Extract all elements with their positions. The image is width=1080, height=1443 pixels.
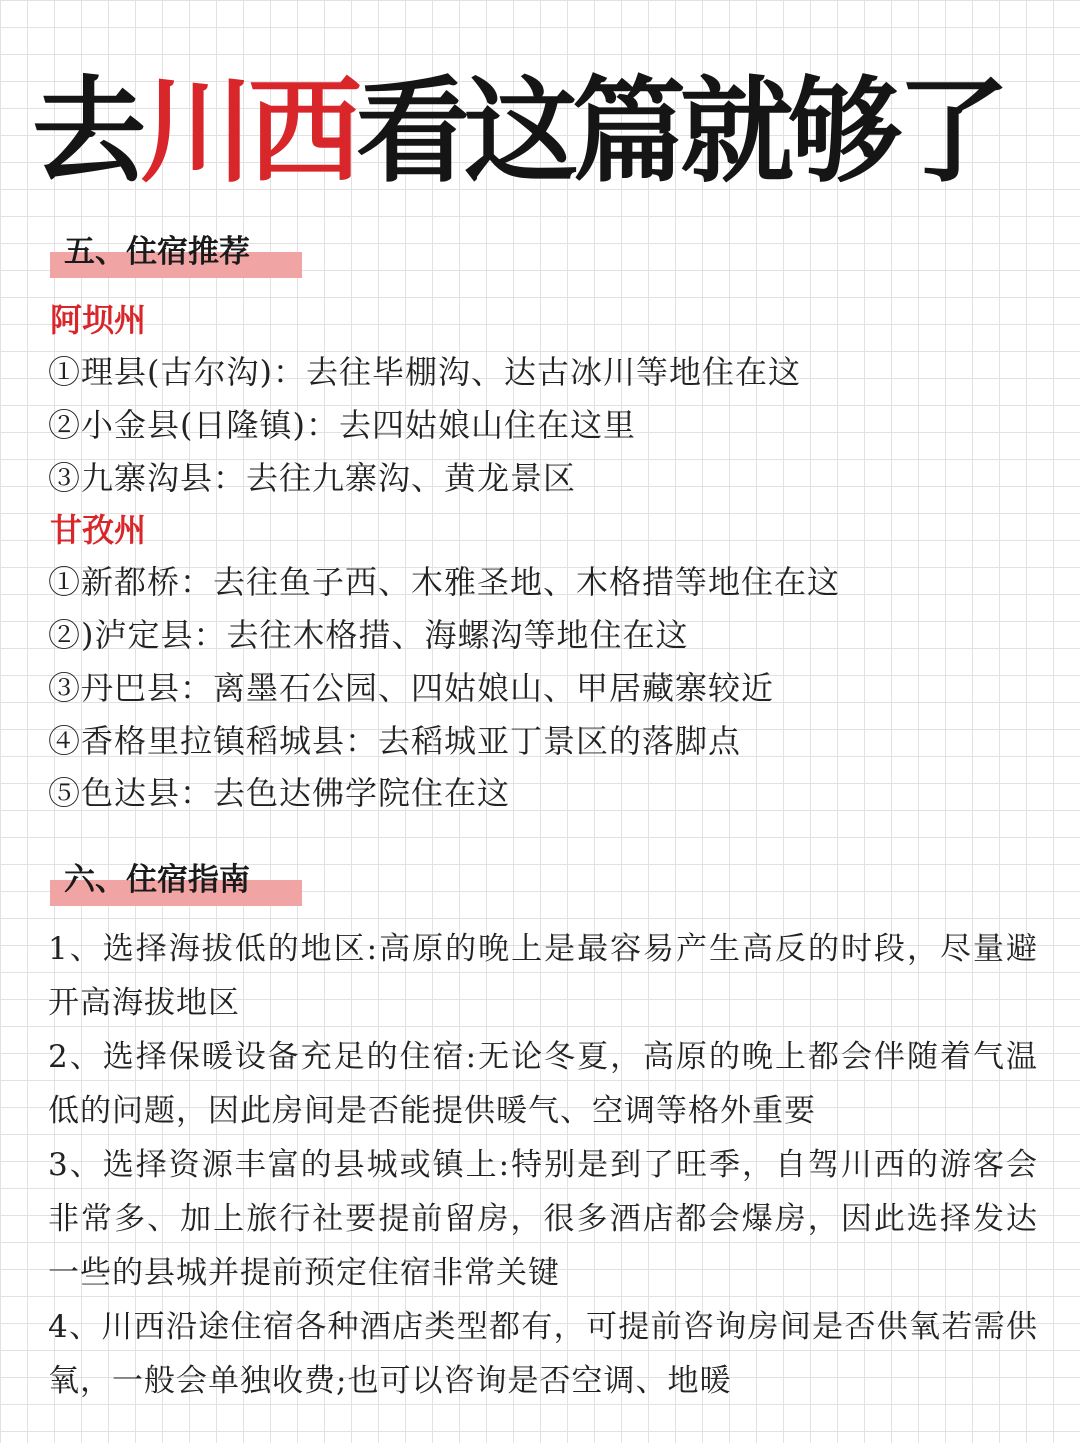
page-title bbox=[32, 62, 1052, 202]
region-heading-aba: 阿坝州 bbox=[50, 301, 147, 339]
tip-item: 2、选择保暖设备充足的住宿:无论冬夏，高原的晚上都会伴随着气温低的问题，因此房间是否能提供暖气、空调等格外重要 bbox=[48, 1039, 1038, 1129]
lodging-item: ①理县(古尔沟)：去往毕棚沟、达古冰川等地住在这 bbox=[48, 353, 801, 391]
lodging-item: ①新都桥：去往鱼子西、木雅圣地、木格措等地住在这 bbox=[48, 563, 841, 601]
title-suffix: 看这篇就够了 bbox=[356, 65, 1005, 198]
region-heading-ganzi: 甘孜州 bbox=[50, 511, 147, 549]
section-header-lodging-guide bbox=[50, 858, 302, 906]
tip-item: 1、选择海拔低的地区:高原的晚上是最容易产生高反的时段，尽量避开高海拔地区 bbox=[48, 931, 1038, 1021]
lodging-item: ④香格里拉镇稻城县：去稻城亚丁景区的落脚点 bbox=[48, 722, 742, 760]
lodging-item: ③九寨沟县：去往九寨沟、黄龙景区 bbox=[48, 459, 577, 497]
tip-item: 3、选择资源丰富的县城或镇上:特别是到了旺季，自驾川西的游客会非常多、加上旅行社要提前留房，很多酒店都会爆房，因此选择发达一些的县城并提前预定住宿非常关键 bbox=[48, 1147, 1038, 1291]
lodging-item: ②小金县(日隆镇)：去四姑娘山住在这里 bbox=[48, 406, 636, 444]
lodging-tips-list bbox=[48, 922, 1038, 1408]
title-highlight: 川西 bbox=[140, 65, 357, 198]
section-header-lodging-recommendations bbox=[50, 230, 302, 278]
lodging-item: ⑤色达县：去色达佛学院住在这 bbox=[48, 774, 511, 812]
lodging-item: ②)泸定县：去往木格措、海螺沟等地住在这 bbox=[48, 616, 689, 654]
title-prefix: 去 bbox=[32, 65, 141, 198]
lodging-item: ③丹巴县：离墨石公园、四姑娘山、甲居藏寨较近 bbox=[48, 669, 775, 707]
section-heading: 五、住宿推荐 bbox=[64, 234, 250, 270]
tip-item: 4、川西沿途住宿各种酒店类型都有，可提前咨询房间是否供氧若需供氧，一般会单独收费;也可以咨询是否空调、地暖 bbox=[48, 1309, 1038, 1399]
section-heading: 六、住宿指南 bbox=[64, 862, 250, 898]
